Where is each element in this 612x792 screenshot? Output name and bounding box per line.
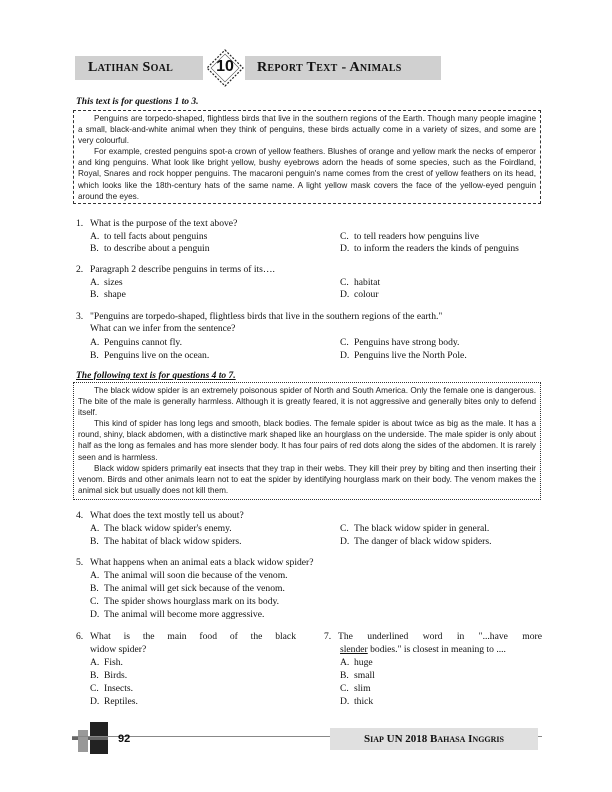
option-3d[interactable]: D. Penguins live the North Pole. [340,350,467,361]
option-7b[interactable]: B. small [340,670,375,681]
question-1: 1. What is the purpose of the text above? [76,218,238,229]
option-4d[interactable]: D. The danger of black widow spiders. [340,536,492,547]
passage2-paragraph: The black widow spider is an extremely poisonous spider of North and South America. Only the female one is dangerous. The bite of the male is generally harmless. Although it is greatly feared, it is not aggressive and generally bites only to defend itself. [78,386,536,418]
option-7d[interactable]: D. thick [340,696,374,707]
question-3-sub: What can we infer from the sentence? [90,323,236,334]
footer-block-icon [72,720,112,756]
section-label: Latihan Soal [88,60,174,75]
underlined-word: slender [340,644,368,655]
option-2b[interactable]: B. shape [90,289,126,300]
option-2c[interactable]: C. habitat [340,277,381,288]
option-2d[interactable]: D. colour [340,289,379,300]
option-7a[interactable]: A. huge [340,657,373,668]
question-7-sub: slender bodies." is closest in meaning to .... [340,644,506,655]
option-1a[interactable]: A. to tell facts about penguins [90,231,208,242]
question-3: 3. "Penguins are torpedo-shaped, flightless birds that live in the southern regions of the earth." [76,311,443,322]
option-6b[interactable]: B. Birds. [90,670,128,681]
passage2-paragraph: This kind of spider has long legs and smooth, black bodies. The female spider is about twice as big as the male. It has a round, shiny, black abdomen, with a distinctive mark shaped like an hourglass on the underside. The male spider is only about half as the long as females and has more slender body. It has four pairs of red dots along the sides of the abdomen. It is rarely seen and is harmless. [78,419,536,462]
option-7c[interactable]: C. slim [340,683,371,694]
option-4c[interactable]: C. The black widow spider in general. [340,523,490,534]
option-5a[interactable]: A. The animal will soon die because of the venom. [90,570,288,581]
option-6a[interactable]: A. Fish. [90,657,123,668]
passage1-paragraph: Penguins are torpedo-shaped, flightless birds that live in the southern regions of the Earth. Though many people imagine a small, black-and-white animal when they think of penguins, these birds actually come in a variety of sizes, and some are very colourful. [78,114,536,146]
page-number: 92 [118,733,131,745]
question-2: 2. Paragraph 2 describe penguins in terms of its…. [76,264,275,275]
chapter-title: Report Text - Animals [257,60,402,75]
question-6-sub: widow spider? [90,644,147,655]
book-title: Siap UN 2018 Bahasa Inggris [330,728,538,750]
option-3a[interactable]: A. Penguins cannot fly. [90,337,182,348]
option-6c[interactable]: C. Insects. [90,683,134,694]
option-3b[interactable]: B. Penguins live on the ocean. [90,350,210,361]
option-6d[interactable]: D. Reptiles. [90,696,138,707]
option-1c[interactable]: C. to tell readers how penguins live [340,231,479,242]
option-3c[interactable]: C. Penguins have strong body. [340,337,460,348]
question-4: 4. What does the text mostly tell us about? [76,510,244,521]
question-7: 7. The underlined word in "...have more [324,631,542,642]
passage1-intro: This text is for questions 1 to 3. [76,97,199,107]
passage2-paragraph: Black widow spiders primarily eat insects that they trap in their webs. They kill their prey by biting and then inserting their venom. Birds and other animals learn not to eat the spider by identifying hourglass mark on their body. The venom makes the animal sick but usually does not kill them. [78,463,536,495]
passage1-box [73,110,541,204]
option-4a[interactable]: A. The black widow spider's enemy. [90,523,232,534]
option-5c[interactable]: C. The spider shows hourglass mark on its body. [90,596,280,607]
passage2-intro: The following text is for questions 4 to 7. [76,371,236,381]
option-2a[interactable]: A. sizes [90,277,123,288]
option-4b[interactable]: B. The habitat of black widow spiders. [90,536,242,547]
option-5b[interactable]: B. The animal will get sick because of the venom. [90,583,285,594]
passage1-paragraph: For example, crested penguins spot-a crown of yellow feathers. Blushes of orange and yellow mark the necks of emperor and king penguins. What look like bright yellow, bushy eyebrows adorn the heads of some species, such as the Foirdland, Royal, Snares and rock hopper penguins. The macaroni penguin's name comes from the crest of yellow feathers on its head, which looks like the 18th-century hats of the same name. A light yellow mask covers the face of the yellow-eyed penguin around the eyes. [78,147,536,201]
question-5: 5. What happens when an animal eats a black widow spider? [76,557,314,568]
chapter-number: 10 [216,58,234,75]
question-6: 6. What is the main food of the black [76,631,296,642]
option-1b[interactable]: B. to describe about a penguin [90,243,210,254]
option-1d[interactable]: D. to inform the readers the kinds of penguins [340,243,519,254]
option-5d[interactable]: D. The animal will become more aggressive. [90,609,265,620]
passage2-box [73,382,541,500]
